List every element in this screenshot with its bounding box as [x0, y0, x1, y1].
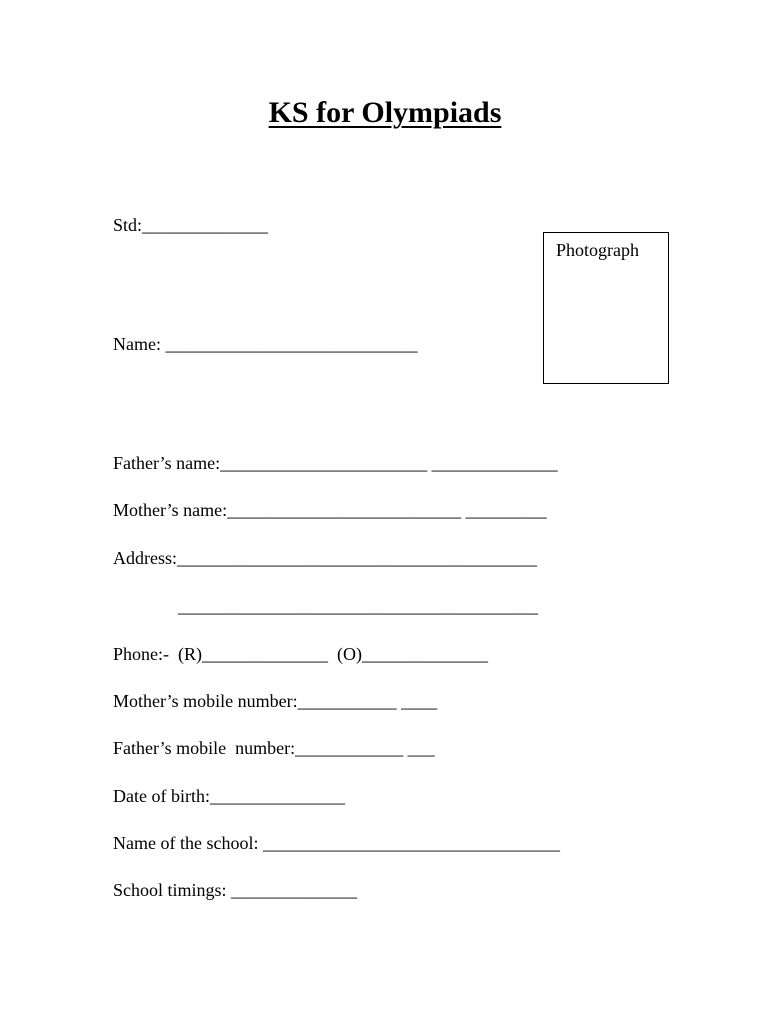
- school-name-field[interactable]: Name of the school: _________________________________: [113, 833, 560, 853]
- std-field[interactable]: Std:______________: [113, 215, 269, 235]
- name-field[interactable]: Name: ____________________________: [113, 334, 418, 354]
- phone-field[interactable]: Phone:- (R)______________ (O)______________: [113, 644, 488, 664]
- form-title: KS for Olympiads: [268, 96, 502, 129]
- address-line2-field[interactable]: ________________________________________: [178, 596, 538, 616]
- mother-name-field[interactable]: Mother’s name:__________________________ _________: [113, 500, 547, 520]
- photograph-box: [543, 232, 669, 384]
- mother-mobile-field[interactable]: Mother’s mobile number:___________ ____: [113, 691, 438, 711]
- father-name-field[interactable]: Father’s name:_______________________ ______________: [113, 453, 558, 473]
- address-field[interactable]: Address:________________________________________: [113, 548, 537, 568]
- photograph-label: Photograph: [556, 240, 639, 260]
- father-mobile-field[interactable]: Father’s mobile number:____________ ___: [113, 738, 435, 758]
- date-of-birth-field[interactable]: Date of birth:_______________: [113, 786, 345, 806]
- school-timings-field[interactable]: School timings: ______________: [113, 880, 358, 900]
